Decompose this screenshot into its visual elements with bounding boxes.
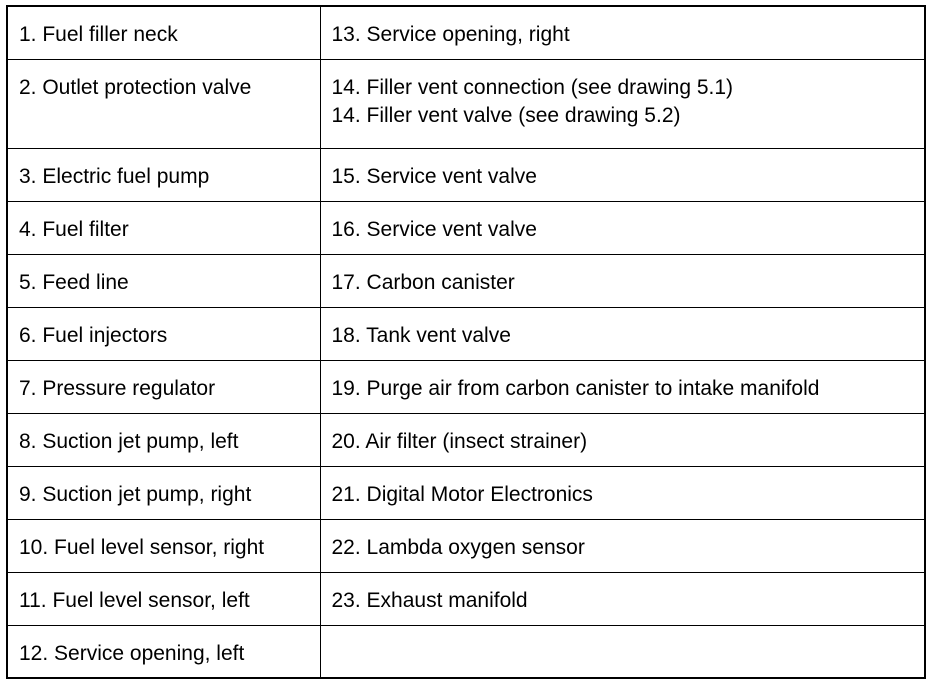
legend-item: 1. Fuel filler neck bbox=[19, 23, 178, 46]
legend-cell-left bbox=[7, 466, 320, 519]
legend-item: 18. Tank vent valve bbox=[331, 323, 511, 347]
table-row bbox=[7, 360, 925, 413]
table-row bbox=[7, 6, 925, 59]
legend-cell-right bbox=[320, 519, 925, 572]
legend-item: 16. Service vent valve bbox=[331, 217, 537, 241]
legend-item: 14. Filler vent valve (see drawing 5.2) bbox=[331, 103, 681, 127]
legend-item: 21. Digital Motor Electronics bbox=[331, 482, 593, 506]
table-row bbox=[7, 254, 925, 307]
table-row bbox=[7, 59, 925, 148]
legend-item: 11. Fuel level sensor, left bbox=[19, 588, 250, 612]
table-row bbox=[7, 625, 925, 678]
legend-item: 15. Service vent valve bbox=[331, 164, 537, 188]
legend-item: 9. Suction jet pump, right bbox=[19, 482, 252, 506]
legend-cell-left bbox=[7, 148, 320, 201]
legend-item: 6. Fuel injectors bbox=[19, 323, 168, 347]
legend-cell-right bbox=[320, 201, 925, 254]
table-row bbox=[7, 307, 925, 360]
legend-cell-left bbox=[7, 201, 320, 254]
legend-item: 12. Service opening, left bbox=[19, 641, 245, 665]
legend-item: 14. Filler vent connection (see drawing 5.1) bbox=[331, 75, 734, 99]
legend-cell-left bbox=[7, 519, 320, 572]
table-row bbox=[7, 519, 925, 572]
legend-item: 20. Air filter (insect strainer) bbox=[331, 429, 588, 453]
legend-cell-right bbox=[320, 466, 925, 519]
table-row bbox=[7, 466, 925, 519]
table-row bbox=[7, 201, 925, 254]
legend-cell-right bbox=[320, 360, 925, 413]
legend-cell-left bbox=[7, 625, 320, 678]
legend-cell-right bbox=[320, 572, 925, 625]
legend-item: 23. Exhaust manifold bbox=[331, 588, 528, 612]
parts-legend-table bbox=[6, 5, 926, 679]
legend-cell-right bbox=[320, 148, 925, 201]
legend-cell-right bbox=[320, 59, 925, 148]
legend-item: 4. Fuel filter bbox=[19, 217, 129, 241]
legend-item: 19. Purge air from carbon canister to intake manifold bbox=[331, 376, 820, 400]
legend-cell-left bbox=[7, 413, 320, 466]
legend-item: 5. Feed line bbox=[19, 270, 129, 294]
legend-item: 22. Lambda oxygen sensor bbox=[331, 535, 585, 559]
legend-item: 8. Suction jet pump, left bbox=[19, 429, 239, 453]
legend-cell-right bbox=[320, 625, 925, 678]
legend-cell-left bbox=[7, 572, 320, 625]
table-row bbox=[7, 148, 925, 201]
legend-cell-left bbox=[7, 254, 320, 307]
legend-item: 7. Pressure regulator bbox=[19, 376, 216, 400]
legend-item: 3. Electric fuel pump bbox=[19, 164, 210, 188]
legend-cell-left bbox=[7, 6, 320, 59]
legend-cell-left bbox=[7, 307, 320, 360]
legend-cell-right bbox=[320, 307, 925, 360]
legend-cell-right bbox=[320, 254, 925, 307]
legend-item: 10. Fuel level sensor, right bbox=[19, 535, 265, 559]
legend-item: 2. Outlet protection valve bbox=[19, 75, 252, 99]
legend-item: 17. Carbon canister bbox=[331, 270, 515, 294]
legend-item: 13. Service opening, right bbox=[331, 23, 570, 46]
legend-cell-left bbox=[7, 59, 320, 148]
table-row bbox=[7, 413, 925, 466]
table-row bbox=[7, 572, 925, 625]
legend-cell-left bbox=[7, 360, 320, 413]
legend-cell-right bbox=[320, 413, 925, 466]
legend-cell-right bbox=[320, 6, 925, 59]
